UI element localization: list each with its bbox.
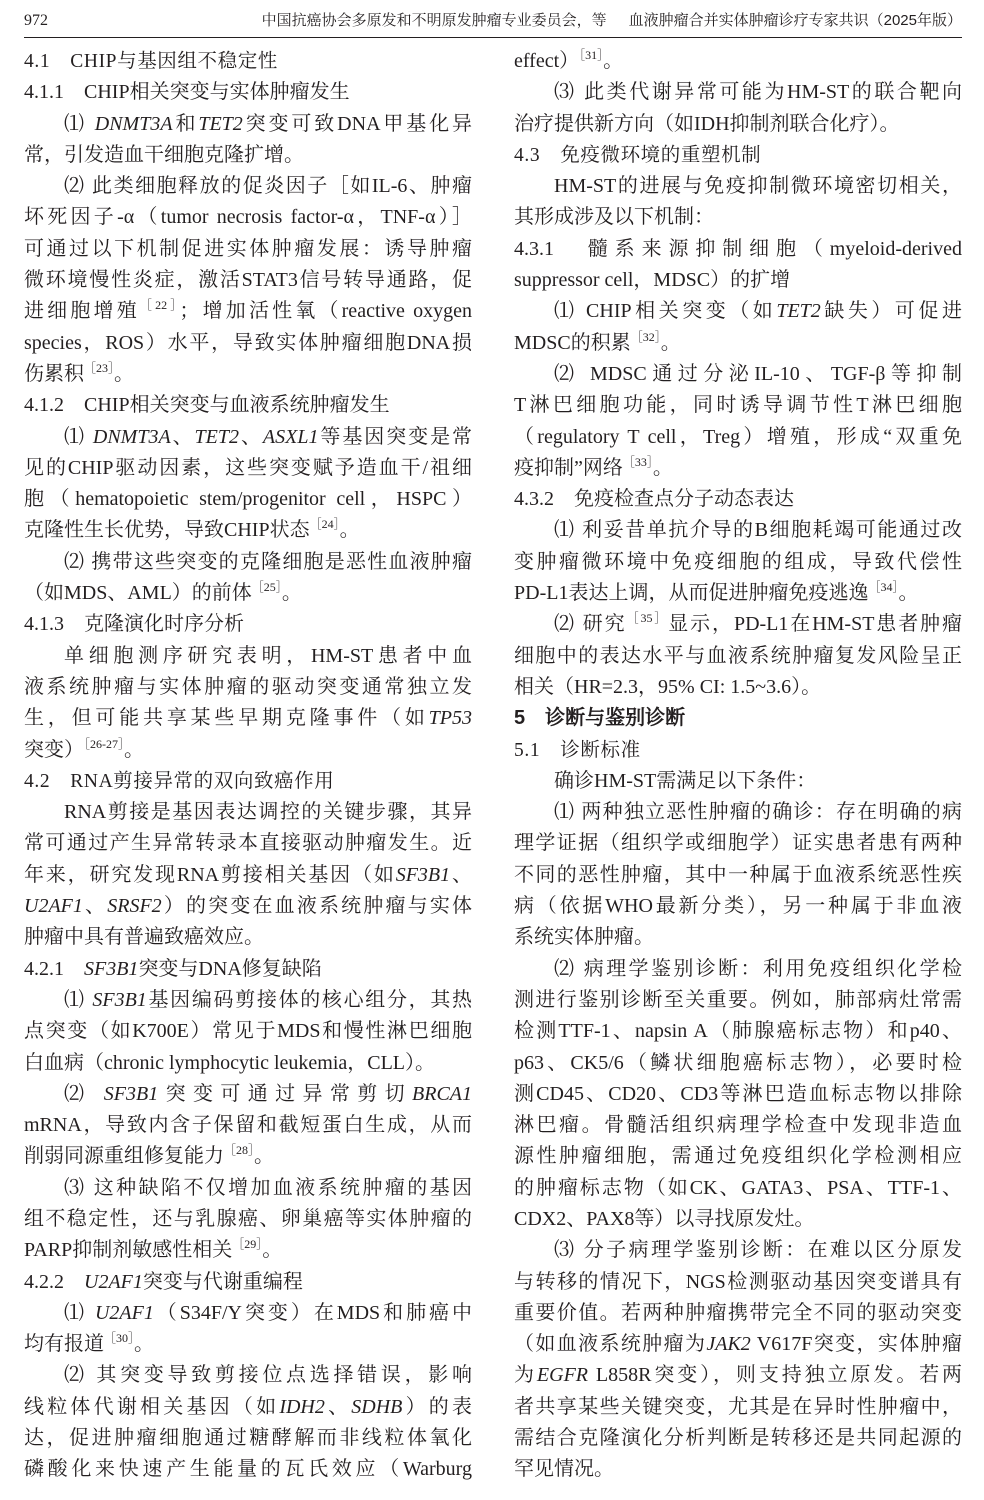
text-line [24,1016,472,1047]
text-line [514,828,962,859]
text-run: 削弱同源重组修复能力 [24,1145,224,1168]
text-line [514,766,962,797]
text-line [24,77,472,108]
text-run: 治疗提供新方向（如IDH抑制剂联合化疗）。 [514,112,900,135]
text-line [514,1048,962,1079]
text-run: 罕见情况。 [514,1458,614,1481]
text-line [514,891,962,922]
text-run: 达，促进肿瘤细胞通过糖酵解而非线粒体氧化 [24,1427,472,1450]
running-authors: 中国抗癌协会多原发和不明原发肿瘤专业委员会，等 [261,12,607,29]
text-run: ⑶ 这种缺陷不仅增加血液系统肿瘤的基因 [64,1176,472,1199]
text-line [24,453,472,484]
text-line [514,735,962,766]
header-rule [24,37,962,38]
text-run: 。 [339,519,360,542]
text-line [514,390,962,421]
text-run: 4.2.2 [24,1270,84,1293]
left-column [24,46,472,1486]
text-line [24,641,472,672]
paragraph [514,1235,962,1485]
text-run: 点突变（如K700E）常见于MDS和慢性淋巴细胞 [24,1020,472,1043]
paragraph [514,954,962,1236]
text-line [24,1141,472,1172]
text-line [514,1329,962,1360]
gene-name: SF3B1 [92,988,147,1011]
subsubsection-heading [514,484,962,515]
gene-name: IDH2 [279,1395,325,1418]
text-line [514,422,962,453]
subsubsection-heading [24,609,472,640]
text-run: 需结合克隆演化分析判断是转移还是共同起源的 [514,1427,962,1450]
text-line [514,328,962,359]
citation-ref: ［25］ [251,580,282,595]
text-run: PARP抑制剂敏感性相关 [24,1239,233,1262]
text-run: 突变与代谢重编程 [142,1270,303,1293]
gene-name: SF3B1 [395,863,451,886]
text-line [514,1173,962,1204]
text-run: （如MDS、AML）的前体 [24,582,252,605]
text-run: 细胞中的表达水平与血液系统肿瘤复发风险呈正 [514,644,962,667]
text-run: RNA剪接是基因表达调控的关键步骤，其异 [64,801,472,824]
text-line [24,1454,472,1485]
text-line [514,1079,962,1110]
text-run: 不同的恶性肿瘤，其中一种属于血液系统恶性疾 [514,863,962,886]
text-line [24,1204,472,1235]
text-run: ⑵ 携带这些突变的克隆细胞是恶性血液肿瘤 [64,550,472,573]
text-line [24,1267,472,1298]
paragraph [24,422,472,547]
text-run: 源性肿瘤细胞，需通过免疫组织化学检测相应 [514,1145,962,1168]
text-run: 可通过以下机制促进实体肿瘤发展：诱导肿瘤 [24,237,472,260]
text-run: 进细胞增殖 [24,300,140,323]
text-run: 均有报道 [24,1333,104,1356]
text-run: 测CD45、CD20、CD3等淋巴造血标志物以排除 [514,1082,962,1105]
text-run: 、 [170,425,195,448]
text-line [24,1048,472,1079]
text-run: 。 [254,1145,275,1168]
text-line [514,1110,962,1141]
text-run: 年来，研究发现RNA剪接相关基因（如 [24,863,396,886]
text-line [514,1267,962,1298]
text-line [24,1298,472,1329]
text-line [24,359,472,390]
text-run: L858R突变），则支持独立原发。若两 [588,1364,963,1387]
text-run: （regulatory T cell，Treg）增殖，形成“双重免 [514,425,962,448]
text-line [24,891,472,922]
paragraph [24,641,472,766]
paragraph [514,797,962,953]
text-run: 显示，PD-L1在HM-ST患者肿瘤 [668,613,962,636]
paragraph [24,985,472,1079]
text-line [24,265,472,296]
text-run: 线粒体代谢相关基因（如 [24,1395,280,1418]
gene-name: DNMT3A [94,112,173,135]
paragraph [514,766,962,797]
paragraph [24,1173,472,1267]
text-line [24,703,472,734]
gene-name: U2AF1 [94,1301,154,1324]
paragraph [24,1360,472,1485]
gene-name: TET2 [776,300,821,323]
text-line [514,609,962,640]
citation-ref: ［33］ [622,454,653,469]
text-run: 。 [124,738,144,761]
text-run: 突变可致DNA甲基化异 [242,112,473,135]
text-run: ⑴ [64,425,93,448]
text-run: 者共享某些关键突变，尤其是在异时性肿瘤中， [514,1395,962,1418]
text-run: suppressor cell，MDSC）的扩增 [514,269,791,292]
text-run: 、 [82,895,108,918]
text-line [514,171,962,202]
text-run: ⑴ [64,112,95,135]
text-line [24,1079,472,1110]
text-line [24,578,472,609]
text-line [514,1423,962,1454]
text-line [514,1141,962,1172]
paragraph-continuation [514,46,962,77]
text-run: 。 [262,1239,283,1262]
text-run: CDX2、PAX8等）以寻找原发灶。 [514,1207,815,1230]
text-line [514,265,962,296]
text-line [24,609,472,640]
gene-name: DNMT3A [92,425,171,448]
running-header [24,8,962,34]
text-line [514,484,962,515]
text-run: 与转移的情况下，NGS检测驱动基因突变谱具有 [514,1270,962,1293]
citation-ref: ［34］ [868,580,899,595]
text-line [514,578,962,609]
text-run: 白血病（chronic lymphocytic leukemia，CLL）。 [24,1051,436,1074]
text-run: 为 [514,1364,537,1387]
paragraph [514,359,962,484]
text-line [24,954,472,985]
text-run: 检测TTF-1、napsin A（肺腺癌标志物）和p40、 [514,1020,962,1043]
text-run: 变肿瘤微环境中免疫细胞的组成，导致代偿性 [514,550,962,573]
citation-ref: ［22］ [139,298,180,313]
text-line [24,484,472,515]
text-line [514,1235,962,1266]
gene-name: EGFR [536,1364,588,1387]
text-line [24,922,472,953]
text-line [24,828,472,859]
text-run: ；增加活性氧（reactive oxygen [179,300,472,323]
paragraph [24,1298,472,1361]
paragraph [24,109,472,172]
text-line [24,985,472,1016]
paragraph [24,547,472,610]
running-title-group [262,8,962,34]
text-run: 4.3.2 免疫检查点分子动态表达 [514,488,794,511]
text-run: 、 [324,1395,352,1418]
text-line [24,202,472,233]
text-run: HM-ST的进展与免疫抑制微环境密切相关， [554,175,962,198]
text-run: ）的突变在血液系统肿瘤与实体 [161,895,473,918]
text-line [514,1016,962,1047]
text-line [514,515,962,546]
text-run: ⑴ CHIP相关突变（如 [554,300,777,323]
text-run: effect） [514,50,580,72]
text-run: 4.1.3 克隆演化时序分析 [24,613,244,636]
text-line [514,202,962,233]
text-run: 5.1 诊断标准 [514,739,641,761]
text-run: ⑵ 病理学鉴别诊断：利用免疫组织化学检 [554,957,962,980]
text-line [514,1204,962,1235]
text-run: 胞（hematopoietic stem/progenitor cell，HSPC） [24,488,472,511]
subsubsection-heading [514,234,962,297]
gene-name: SF3B1 [84,957,139,980]
text-run: 磷酸化来快速产生能量的瓦氏效应（Warburg [24,1458,472,1481]
text-run: 。 [652,456,673,479]
text-run: 其形成涉及以下机制： [514,206,714,229]
text-line [24,860,472,891]
text-line [24,766,472,797]
text-line [24,1329,472,1360]
text-run: 微环境慢性炎症，激活STAT3信号转导通路，促 [24,269,472,292]
text-run: 4.2 RNA剪接异常的双向致癌作用 [24,770,335,792]
gene-name: SF3B1 [103,1082,159,1105]
text-line [514,453,962,484]
text-run: ⑴ [64,988,93,1011]
paragraph [24,171,472,390]
text-line [514,1454,962,1485]
text-run: 。 [603,50,624,72]
text-run: 见的CHIP驱动因素，这些突变赋予造血干/祖细 [24,456,472,479]
text-run: 组不稳定性，还与乳腺癌、卵巢癌等实体肿瘤的 [24,1207,472,1230]
text-line [514,109,962,140]
text-run: 疫抑制”网络 [514,456,623,479]
text-run: 缺失）可促进 [820,300,962,323]
text-run: ⑶ 分子病理学鉴别诊断：在难以区分原发 [554,1239,962,1262]
subsubsection-heading [24,1267,472,1298]
gene-name: TET2 [198,112,243,135]
gene-name: SDHB [351,1395,403,1418]
gene-name: JAK2 [706,1333,751,1356]
gene-name: ASXL1 [262,425,319,448]
text-run: 5 诊断与鉴别诊断 [514,707,686,730]
text-line [24,46,472,77]
text-line [514,140,962,171]
text-run: 4.2.1 [24,957,84,980]
paragraph [24,1079,472,1173]
text-run: 克隆性生长优势，导致CHIP状态 [24,519,310,542]
paragraph [514,515,962,609]
text-run: 测进行鉴别诊断至关重要。例如，肺部病灶常需 [514,988,962,1011]
citation-ref: ［28］ [224,1143,255,1158]
citation-ref: ［29］ [232,1237,263,1252]
citation-ref: ［35］ [626,611,669,626]
page-number: 972 [24,12,48,29]
subsection-heading [24,766,472,797]
text-line [24,109,472,140]
text-run: 病（依据WHO最新分类），另一种属于非血液 [514,895,962,918]
text-run: 突变） [24,738,84,761]
text-run: 4.1.1 CHIP相关突变与实体肿瘤发生 [24,81,350,104]
text-run: ⑵ 其突变导致剪接位点选择错误，影响 [64,1364,472,1387]
subsubsection-heading [24,77,472,108]
gene-name: BRCA1 [412,1082,473,1105]
text-run: 重要价值。若两种肿瘤携带完全不同的驱动突变 [514,1301,962,1324]
text-line [514,1298,962,1329]
text-run: 液系统肿瘤与实体肿瘤的驱动突变通常独立发 [24,675,472,698]
text-run: 等基因突变是常 [318,425,473,448]
text-run: mRNA，导致内含子保留和截短蛋白生成，从而 [24,1114,472,1137]
text-run: p63、CK5/6（鳞状细胞癌标志物），必要时检 [514,1051,962,1074]
subsection-heading [514,735,962,766]
text-run: 相关（HR=2.3，95% CI: 1.5~3.6）。 [514,675,822,698]
text-line [24,1392,472,1423]
text-line [514,234,962,265]
text-line [514,641,962,672]
paragraph [514,171,962,234]
text-run: 4.3.1 髓系来源抑制细胞（myeloid-derived [514,237,962,260]
text-run: 确诊HM-ST需满足以下条件： [554,769,817,792]
text-run: PD-L1表达上调，从而促进肿瘤免疫逃逸 [514,582,869,605]
text-run: 4.1 CHIP与基因组不稳定性 [24,51,278,72]
text-line [514,797,962,828]
text-run: 伤累积 [24,362,84,385]
citation-ref: ［26-27］ [84,736,124,751]
text-run: 理学证据（组织学或细胞学）证实患者患有两种 [514,832,962,855]
text-run: ⑴ 两种独立恶性肿瘤的确诊：存在明确的病 [554,801,962,824]
gene-name: U2AF1 [24,895,83,918]
text-line [514,77,962,108]
text-run: ⑴ [64,1301,95,1324]
text-run: ⑵ MDSC通过分泌IL-10、TGF-β等抑制 [554,362,962,385]
text-line [24,422,472,453]
text-run: 4.1.2 CHIP相关突变与血液系统肿瘤发生 [24,394,390,417]
text-line [514,954,962,985]
text-run: 。 [898,582,919,605]
text-line [24,672,472,703]
citation-ref: ［32］ [630,329,661,344]
text-line [514,46,962,77]
paragraph [514,296,962,359]
text-run: 坏死因子-α（tumor necrosis factor-α，TNF-α）］ [24,206,472,229]
text-run: 突变与DNA修复缺陷 [138,957,322,980]
text-run: 单细胞测序研究表明，HM-ST患者中血 [64,644,472,667]
citation-ref: ［31］ [579,48,604,62]
text-line [24,328,472,359]
text-line [24,171,472,202]
text-run: 。 [114,362,135,385]
text-line [24,234,472,265]
gene-name: U2AF1 [84,1270,143,1293]
paragraph [514,77,962,140]
text-run: 、 [450,863,472,886]
text-line [514,1360,962,1391]
text-run: （如血液系统肿瘤为 [514,1333,707,1356]
text-run: 突变可通过异常剪切 [158,1082,413,1105]
text-line [514,860,962,891]
text-run: 。 [660,331,681,354]
citation-ref: ［23］ [84,360,115,375]
text-run: T淋巴细胞功能，同时诱导调节性T淋巴细胞 [514,394,962,417]
text-run: MDSC的积累 [514,331,631,354]
subsubsection-heading [24,390,472,421]
text-run: 和 [172,112,199,135]
text-run: ⑵ [64,1082,104,1105]
gene-name: SRSF2 [107,895,162,918]
text-run: 的肿瘤标志物（如CK、GATA3、PSA、TTF-1、 [514,1176,962,1199]
text-run: 常可通过产生异常转录本直接驱动肿瘤发生。近 [24,832,472,855]
text-run: 。 [134,1333,155,1356]
text-line [24,797,472,828]
citation-ref: ［24］ [309,517,340,532]
text-line [24,1423,472,1454]
subsection-heading [514,140,962,171]
text-line [514,296,962,327]
text-line [514,547,962,578]
paragraph [514,609,962,703]
text-run: 、 [239,425,263,448]
text-run: ⑵ 研究 [554,613,627,636]
text-run: 生，但可能共享某些早期克隆事件（如 [24,707,429,730]
text-line [24,735,472,766]
text-run: 淋巴瘤。骨髓活组织病理学检查中发现非造血 [514,1114,962,1137]
gene-name: TP53 [428,707,472,730]
text-line [514,985,962,1016]
text-line [514,672,962,703]
text-run: 系统实体肿瘤。 [514,926,654,949]
section-heading [514,703,962,734]
text-run: 4.3 免疫微环境的重塑机制 [514,144,762,166]
running-title: 血液肿瘤合并实体肿瘤诊疗专家共识（2025年版） [628,12,962,29]
text-run: species，ROS）水平，导致实体肿瘤细胞DNA损 [24,331,472,354]
text-run: ⑶ 此类代谢异常可能为HM-ST的联合靶向 [554,81,962,104]
right-column [514,46,962,1486]
gene-name: TET2 [194,425,240,448]
text-line [24,140,472,171]
text-run: V617F突变，实体肿瘤 [750,1333,962,1356]
text-run: 基因编码剪接体的核心组分，其热 [146,988,473,1011]
text-run: （S34F/Y突变）在MDS和肺癌中 [153,1301,473,1324]
subsubsection-heading [24,954,472,985]
paragraph [24,797,472,953]
citation-ref: ［30］ [104,1331,135,1346]
text-line [24,296,472,327]
text-line [24,515,472,546]
text-line [24,1110,472,1141]
text-line [24,1360,472,1391]
text-line [514,922,962,953]
text-run: 。 [281,582,302,605]
text-run: 常，引发造血干细胞克隆扩增。 [24,143,304,166]
text-run: ⑴ 利妥昔单抗介导的B细胞耗竭可能通过改 [554,519,962,542]
text-run: ）的表 [402,1395,473,1418]
text-line [514,703,962,734]
text-run: ⑵ 此类细胞释放的促炎因子［如IL-6、肿瘤 [64,175,472,198]
text-line [24,547,472,578]
text-run: 肿瘤中具有普遍致癌效应。 [24,926,264,949]
text-line [24,1235,472,1266]
text-line [24,1173,472,1204]
subsection-heading [24,46,472,77]
text-line [24,390,472,421]
text-line [514,359,962,390]
text-line [514,1392,962,1423]
